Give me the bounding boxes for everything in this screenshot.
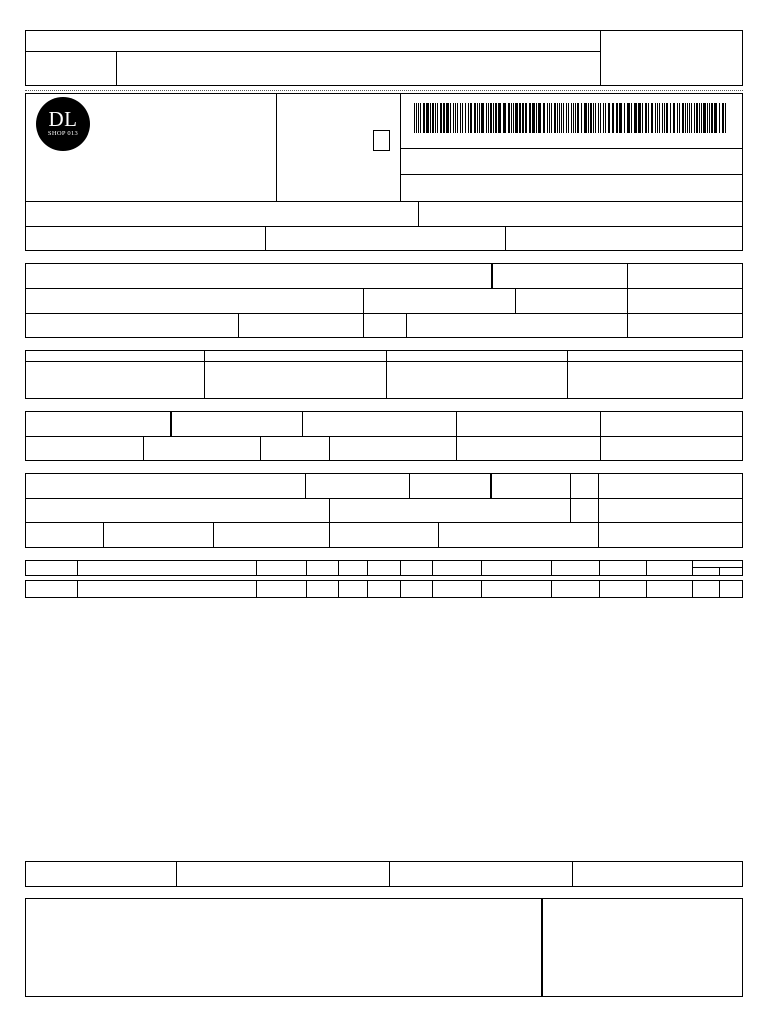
- barcode-bar: [709, 103, 710, 133]
- barcode-bar: [687, 103, 688, 133]
- recipient-block: [25, 263, 743, 338]
- recipient-divider: [363, 288, 364, 313]
- totals-divider: [572, 861, 573, 887]
- transporter-divider: [438, 522, 439, 548]
- transporter-divider: [598, 473, 599, 548]
- barcode-bar: [694, 103, 695, 133]
- transporter-divider: [103, 522, 104, 548]
- barcode-bar: [435, 103, 436, 133]
- barcode-bar: [590, 103, 592, 133]
- barcode-bar: [460, 103, 461, 133]
- product-table-divider: [256, 560, 257, 576]
- barcode-bar: [673, 103, 675, 133]
- row-divider: [418, 201, 419, 227]
- recipient-divider: [627, 263, 628, 338]
- tax-divider: [456, 411, 457, 461]
- product-table-divider: [306, 560, 307, 576]
- barcode-bar: [525, 103, 527, 133]
- barcode-bar: [450, 103, 451, 133]
- recipient-divider: [406, 313, 407, 338]
- barcode-bar: [414, 103, 415, 133]
- barcode-bar: [457, 103, 458, 133]
- product-table-divider: [599, 580, 600, 598]
- barcode-bar: [465, 103, 466, 133]
- barcode-bar: [593, 103, 594, 133]
- transporter-divider: [25, 498, 743, 499]
- barcode-bar: [538, 103, 541, 133]
- additional-info-divider: [541, 898, 543, 997]
- product-table-divider: [432, 560, 433, 576]
- product-table-row: [25, 580, 743, 598]
- barcode-divider: [400, 174, 743, 175]
- product-table-divider: [692, 567, 743, 568]
- barcode-bar: [481, 103, 484, 133]
- barcode-bar: [462, 103, 463, 133]
- shop-logo: [36, 97, 90, 151]
- barcode-bar: [536, 103, 537, 133]
- barcode-bar: [575, 103, 576, 133]
- barcode-bar: [437, 103, 438, 133]
- invoice-divider: [567, 350, 568, 399]
- tax-divider: [260, 436, 261, 461]
- row-divider: [265, 226, 266, 251]
- entry-exit-checkbox[interactable]: [373, 130, 390, 151]
- barcode-bar: [532, 103, 535, 133]
- barcode-bar: [685, 103, 686, 133]
- product-table-divider: [646, 560, 647, 576]
- invoice-divider: [386, 350, 387, 399]
- barcode-bar: [495, 103, 497, 133]
- barcode-bar: [563, 103, 564, 133]
- barcode-bar: [418, 103, 419, 133]
- barcode-bar: [440, 103, 442, 133]
- barcode-bar: [703, 103, 706, 133]
- transporter-block: [25, 473, 743, 548]
- barcode-bar: [477, 103, 478, 133]
- barcode-bar: [648, 103, 649, 133]
- barcode-bar: [493, 103, 494, 133]
- product-table-divider: [481, 580, 482, 598]
- barcode-bar: [651, 103, 653, 133]
- totals-row: [25, 861, 743, 887]
- totals-divider: [389, 861, 390, 887]
- barcode-bar: [588, 103, 589, 133]
- barcode-bar: [659, 103, 660, 133]
- barcode-bar: [600, 103, 601, 133]
- tax-divider: [329, 436, 330, 461]
- product-table-divider: [338, 580, 339, 598]
- barcode-bar: [498, 103, 501, 133]
- transporter-divider: [25, 522, 743, 523]
- invoice-divider: [204, 350, 205, 399]
- barcode-bar: [691, 103, 692, 133]
- registration-row: [25, 226, 743, 251]
- recipient-divider: [238, 313, 239, 338]
- barcode-bar: [689, 103, 690, 133]
- header-divider: [116, 51, 117, 86]
- barcode-bar: [554, 103, 556, 133]
- barcode-bar: [551, 103, 552, 133]
- product-table-divider: [256, 580, 257, 598]
- barcode-bar: [699, 103, 700, 133]
- tax-divider: [25, 436, 743, 437]
- barcode-bar: [577, 103, 579, 133]
- barcode-bar: [631, 103, 632, 133]
- product-table-divider: [400, 560, 401, 576]
- barcode-bar: [612, 103, 614, 133]
- barcode-bar: [645, 103, 647, 133]
- product-table-divider: [77, 580, 78, 598]
- barcode-bar: [605, 103, 606, 133]
- barcode-bar: [490, 103, 492, 133]
- recipient-divider: [491, 263, 493, 288]
- barcode-bar: [420, 103, 421, 133]
- header-divider: [25, 51, 600, 52]
- recipient-divider: [515, 288, 516, 313]
- product-table-divider: [692, 580, 693, 598]
- barcode-bar: [511, 103, 512, 133]
- product-table-divider: [551, 560, 552, 576]
- barcode-bar: [508, 103, 510, 133]
- barcode-bar: [519, 103, 521, 133]
- barcode-bar: [634, 103, 637, 133]
- invoice-block: [25, 350, 743, 399]
- barcode-bar: [470, 103, 472, 133]
- barcode-bar: [486, 103, 487, 133]
- barcode-bar: [479, 103, 480, 133]
- barcode-bar: [543, 103, 545, 133]
- barcode-bar: [443, 103, 445, 133]
- barcode-bar: [426, 103, 429, 133]
- product-table-header: [25, 560, 743, 576]
- product-table-divider: [599, 560, 600, 576]
- barcode-bar: [707, 103, 708, 133]
- recipient-divider: [25, 313, 743, 314]
- tax-divider: [302, 411, 303, 436]
- barcode-bar: [468, 103, 469, 133]
- barcode-bar: [474, 103, 476, 133]
- barcode-bar: [725, 103, 726, 133]
- barcode-bar: [682, 103, 684, 133]
- logo-subtitle: SHOP 013: [47, 130, 79, 137]
- transporter-divider: [409, 473, 410, 498]
- barcode-bar: [416, 103, 417, 133]
- product-table-divider: [481, 560, 482, 576]
- totals-divider: [176, 861, 177, 887]
- barcode-bar: [522, 103, 524, 133]
- recipient-divider: [25, 288, 743, 289]
- barcode-bar: [603, 103, 604, 133]
- logo-initials: DL: [48, 107, 78, 131]
- invoice-divider: [25, 361, 743, 362]
- barcode-bar: [696, 103, 698, 133]
- product-table-divider: [432, 580, 433, 598]
- barcode-bar: [547, 103, 548, 133]
- barcode-bar: [559, 103, 560, 133]
- barcode-bar: [642, 103, 643, 133]
- barcode-bar: [711, 103, 713, 133]
- product-table-divider: [400, 580, 401, 598]
- barcode-bar: [549, 103, 550, 133]
- transporter-divider: [570, 473, 571, 522]
- tax-divider: [170, 411, 172, 436]
- transporter-divider: [213, 522, 214, 548]
- row-divider: [505, 226, 506, 251]
- barcode-bar: [566, 103, 567, 133]
- barcode-bar: [446, 103, 449, 133]
- transporter-divider: [490, 473, 492, 498]
- product-table-divider: [306, 580, 307, 598]
- product-table-divider: [367, 560, 368, 576]
- product-table-divider: [719, 567, 720, 576]
- barcode-bar: [701, 103, 702, 133]
- tax-divider: [143, 436, 144, 461]
- product-table-divider: [719, 580, 720, 598]
- barcode-bar: [581, 103, 582, 133]
- barcode-bar: [430, 103, 431, 133]
- transporter-divider: [329, 498, 330, 548]
- barcode-bar: [561, 103, 562, 133]
- barcode-bar: [616, 103, 618, 133]
- product-table-divider: [646, 580, 647, 598]
- barcode-bar: [670, 103, 671, 133]
- barcode-bar: [608, 103, 610, 133]
- barcode-bar: [655, 103, 656, 133]
- barcode-bar: [568, 103, 569, 133]
- recipient-divider: [363, 313, 364, 338]
- barcode-bar: [714, 103, 717, 133]
- header-divider: [600, 30, 601, 86]
- barcode-bar: [619, 103, 622, 133]
- product-table-divider: [692, 560, 693, 576]
- barcode-bar: [677, 103, 678, 133]
- barcode-bar: [455, 103, 456, 133]
- product-table-divider: [77, 560, 78, 576]
- product-table-divider: [551, 580, 552, 598]
- additional-info-block: [25, 898, 743, 997]
- barcode-bar: [719, 103, 720, 133]
- barcode-bar: [679, 103, 680, 133]
- barcode-bar: [503, 103, 506, 133]
- operation-nature-row: [25, 201, 743, 227]
- barcode-bar: [638, 103, 641, 133]
- barcode-bar: [598, 103, 599, 133]
- barcode-bar: [453, 103, 454, 133]
- barcode-bar: [557, 103, 558, 133]
- barcode-bar: [423, 103, 425, 133]
- product-table-divider: [338, 560, 339, 576]
- barcode-bar: [584, 103, 587, 133]
- product-table-divider: [367, 580, 368, 598]
- tax-divider: [600, 411, 601, 461]
- barcode-bar: [513, 103, 514, 133]
- barcode-bar: [624, 103, 625, 133]
- barcode-bar: [432, 103, 434, 133]
- barcode-bar: [573, 103, 574, 133]
- barcode-bar: [722, 103, 724, 133]
- cut-line: [25, 90, 743, 91]
- barcode-bar: [488, 103, 489, 133]
- barcode-divider: [400, 148, 743, 149]
- barcode-bar: [627, 103, 630, 133]
- barcode-icon: [414, 103, 728, 133]
- barcode-bar: [664, 103, 665, 133]
- barcode-bar: [595, 103, 596, 133]
- barcode-bar: [515, 103, 518, 133]
- barcode-bar: [571, 103, 572, 133]
- barcode-bar: [657, 103, 658, 133]
- transporter-divider: [305, 473, 306, 498]
- header-frame: [25, 30, 743, 86]
- barcode-bar: [529, 103, 531, 133]
- barcode-bar: [662, 103, 663, 133]
- barcode-bar: [666, 103, 668, 133]
